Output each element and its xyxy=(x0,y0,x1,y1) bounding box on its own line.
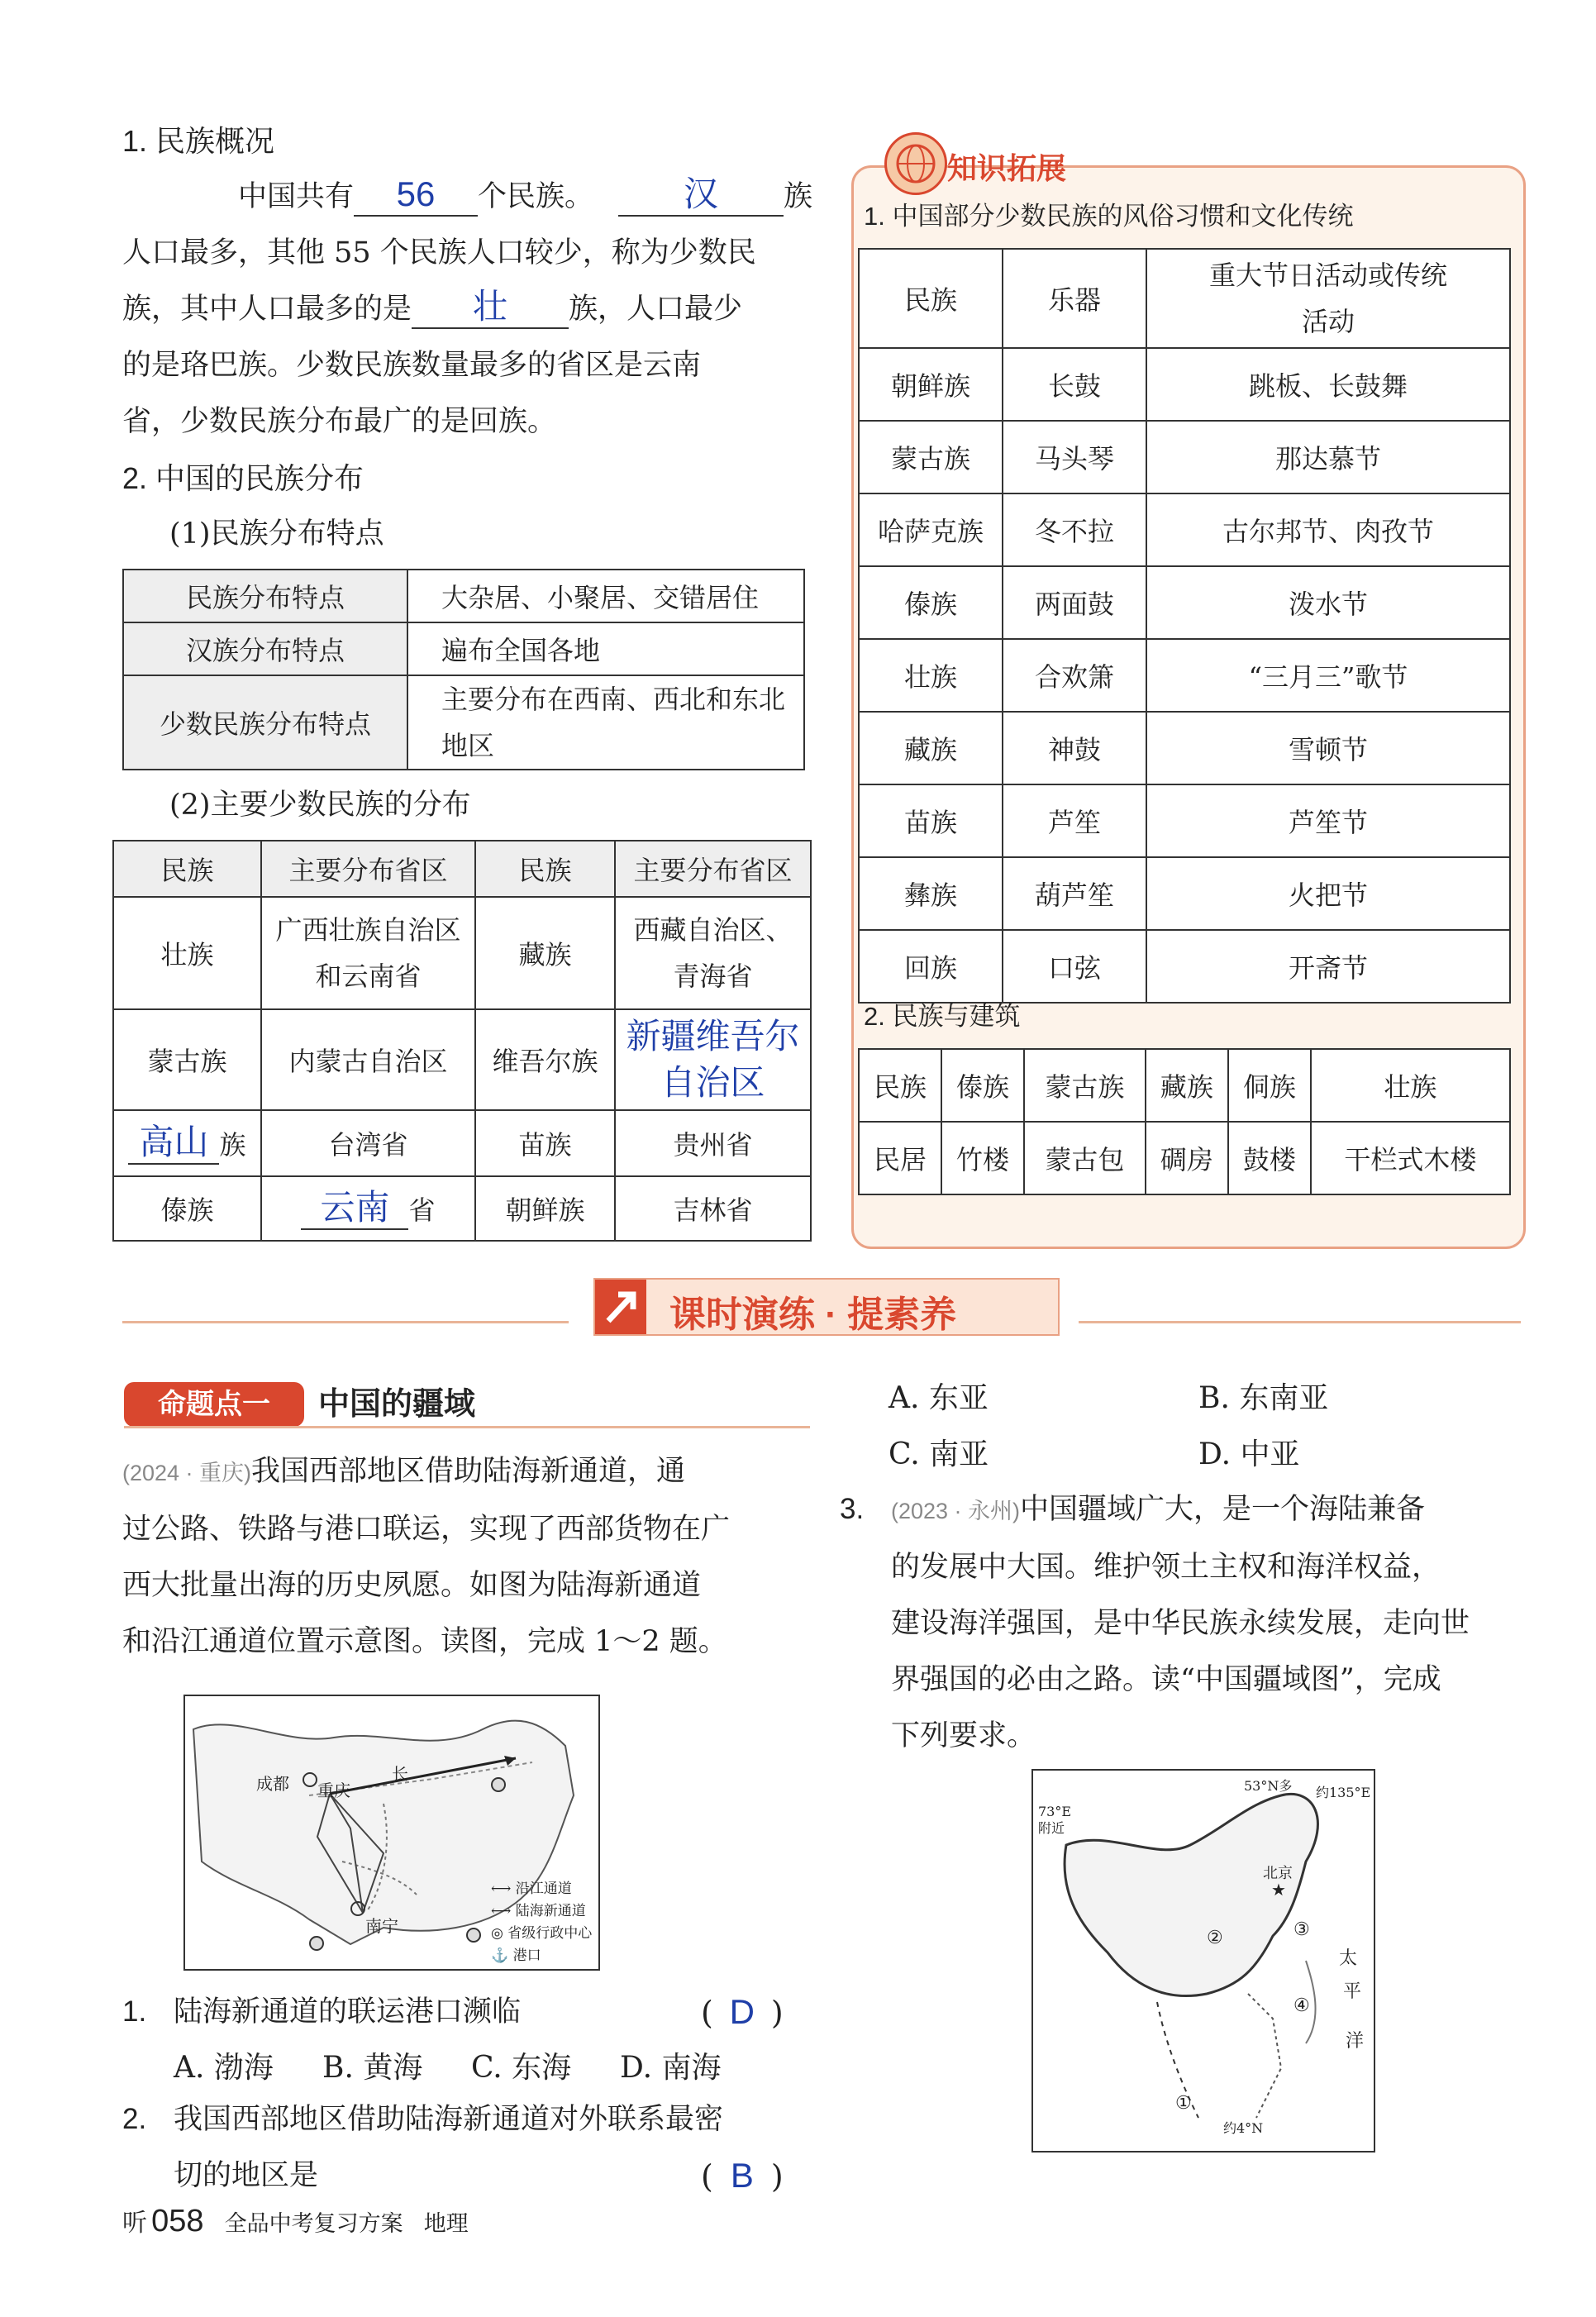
table-row xyxy=(859,1049,1510,1122)
footer xyxy=(122,2202,469,2239)
table-cell: 跳板、长鼓舞 xyxy=(1146,348,1510,421)
extension-subheading: 2. 民族与建筑 xyxy=(864,1002,1021,1031)
table-cell: 火把节 xyxy=(1146,857,1510,930)
table-cell: 贵州省 xyxy=(615,1110,811,1176)
legend-port-icon: ⚓ xyxy=(491,1948,509,1964)
table-cell: 主要分布在西南、西北和东北地区 xyxy=(407,675,804,770)
table-row xyxy=(859,930,1510,1003)
s1-text: 族 xyxy=(784,180,813,213)
capital-marker-icon xyxy=(303,1772,317,1787)
port-marker-icon xyxy=(466,1928,481,1943)
table-cell: 竹楼 xyxy=(941,1122,1024,1194)
land-sea-corridor-line xyxy=(317,1794,384,1913)
page-number: 058 xyxy=(151,2204,204,2238)
table-cell: 藏族 xyxy=(475,897,615,1009)
answer-blank: 56 xyxy=(354,174,478,217)
table-header-cell: 民居 xyxy=(859,1122,941,1194)
map-marker: ④ xyxy=(1293,1995,1310,2016)
table-cell: 古尔邦节、肉孜节 xyxy=(1146,493,1510,566)
question-text: 我国西部地区借助陆海新通道，通 xyxy=(251,1455,686,1488)
option-b: B. 东南亚 xyxy=(1198,1381,1329,1415)
question-text: 陆海新通道的联运港口濒临 xyxy=(174,1995,522,2029)
answer-value: B xyxy=(730,2156,754,2195)
question-1 xyxy=(122,1984,817,2096)
question-3 xyxy=(840,1481,1526,1764)
map-label-river: 长 xyxy=(392,1764,408,1784)
table-cell: 藏族 xyxy=(859,712,1003,784)
table-cell: 傣族 xyxy=(941,1049,1024,1122)
answer-blank: 高山 xyxy=(128,1122,219,1165)
map-label: 约135°E xyxy=(1316,1785,1371,1800)
table-row xyxy=(859,784,1510,857)
table-cell: 两面鼓 xyxy=(1003,566,1146,639)
map-legend xyxy=(491,1878,595,1967)
question-number: 1. xyxy=(122,1995,147,2028)
s1-paragraph xyxy=(122,169,813,450)
table-header-cell: 乐器 xyxy=(1003,249,1146,348)
question-text: 中国疆域广大，是一个海陆兼备 xyxy=(1020,1493,1426,1526)
question-text: 西大批量出海的历史夙愿。如图为陆海新通道 xyxy=(122,1569,702,1602)
topic-badge: 命题点一 xyxy=(124,1382,304,1427)
subject: 地理 xyxy=(423,2211,469,2236)
table-cell: 藏族 xyxy=(1146,1049,1228,1122)
question-number: 2. xyxy=(122,2103,147,2135)
legend-arrow-icon: ⟷ xyxy=(491,1881,512,1897)
answer-blank: 汉 xyxy=(618,174,784,217)
table-cell: 干栏式木楼 xyxy=(1311,1122,1510,1194)
table-header-cell: 少数民族分布特点 xyxy=(123,675,407,770)
table-cell: 口弦 xyxy=(1003,930,1146,1003)
divider xyxy=(122,1321,569,1323)
table-header-cell: 主要分布省区 xyxy=(261,841,475,897)
legend-capital-icon: ◎ xyxy=(491,1925,503,1942)
book-title: 全品中考复习方案 xyxy=(224,2211,403,2236)
table-cell: 长鼓 xyxy=(1003,348,1146,421)
map-label: 约4°N xyxy=(1223,2120,1264,2136)
section-heading-2: 2. 中国的民族分布 xyxy=(122,461,364,495)
legend-item: 陆海新通道 xyxy=(515,1903,586,1919)
table-row xyxy=(859,639,1510,712)
question-2-options xyxy=(889,1371,1517,1483)
answer-blank: 云南 xyxy=(301,1187,408,1230)
map-label-pacific: 太 xyxy=(1339,1948,1358,1969)
bracket-close: ) xyxy=(770,2158,784,2195)
answer-value: D xyxy=(729,1992,755,2031)
banner xyxy=(593,1278,1060,1336)
map-marker: ② xyxy=(1207,1928,1223,1948)
distribution-features-table xyxy=(122,569,805,770)
table-cell: 彝族 xyxy=(859,857,1003,930)
table-header-cell: 汉族分布特点 xyxy=(123,622,407,675)
question-source: (2023 · 永州) xyxy=(891,1499,1021,1523)
table-cell: 维吾尔族 xyxy=(475,1009,615,1110)
table-header-cell: 重大节日活动或传统活动 xyxy=(1146,249,1510,348)
table-cell: 广西壮族自治区和云南省 xyxy=(261,897,475,1009)
table-row xyxy=(859,348,1510,421)
question-text: 过公路、铁路与港口联运，实现了西部货物在广 xyxy=(122,1513,731,1546)
minority-distribution-table xyxy=(112,840,812,1242)
table-cell: 朝鲜族 xyxy=(475,1176,615,1241)
capital-star-icon: ★ xyxy=(1271,1880,1286,1900)
customs-table xyxy=(858,248,1511,1004)
table-cell: 蒙古族 xyxy=(1024,1049,1146,1122)
bracket-close: ) xyxy=(770,1995,784,2031)
legend-arrow-icon: ⟷ xyxy=(491,1903,512,1919)
table-cell: 葫芦笙 xyxy=(1003,857,1146,930)
table-cell: 内蒙古自治区 xyxy=(261,1009,475,1110)
option-b: B. 黄海 xyxy=(322,2051,423,2085)
table-cell: 哈萨克族 xyxy=(859,493,1003,566)
capital-marker-icon xyxy=(350,1901,365,1916)
legend-item: 港口 xyxy=(512,1948,541,1964)
question-text: 下列要求。 xyxy=(891,1719,1036,1752)
divider xyxy=(1079,1321,1521,1323)
table-cell: 傣族 xyxy=(859,566,1003,639)
map-marker: ① xyxy=(1175,2093,1192,2114)
s1-text: 的是珞巴族。少数民族数量最多的省区是云南 xyxy=(122,349,702,382)
table-cell: 壮族 xyxy=(1311,1049,1510,1122)
table-cell: “三月三”歌节 xyxy=(1146,639,1510,712)
table-cell: 朝鲜族 xyxy=(859,348,1003,421)
yangtze-corridor-line xyxy=(330,1758,516,1794)
corridor-map xyxy=(183,1695,600,1971)
table-cell: 省 xyxy=(408,1194,436,1226)
question-text: 的发展中大国。维护领土主权和海洋权益， xyxy=(891,1551,1441,1584)
table-cell: 侗族 xyxy=(1228,1049,1311,1122)
option-d: D. 南海 xyxy=(620,2051,722,2085)
table-cell: 泼水节 xyxy=(1146,566,1510,639)
table-cell: 芦笙 xyxy=(1003,784,1146,857)
question-text: 切的地区是 xyxy=(174,2159,319,2192)
table-cell: 壮族 xyxy=(859,639,1003,712)
bracket-open: ( xyxy=(701,2158,713,2195)
table-cell: 碉房 xyxy=(1146,1122,1228,1194)
option-d: D. 中亚 xyxy=(1198,1437,1300,1471)
question-text: 和沿江通道位置示意图。读图，完成 1～2 题。 xyxy=(122,1625,727,1658)
table-cell: 合欢箫 xyxy=(1003,639,1146,712)
globe-icon xyxy=(884,132,947,195)
table-row xyxy=(859,857,1510,930)
table-cell: 遍布全国各地 xyxy=(407,622,804,675)
s1-text: 人口最多，其他 55 个民族人口较少，称为少数民 xyxy=(122,236,756,269)
map-marker: ③ xyxy=(1293,1919,1310,1940)
table-cell: 傣族 xyxy=(113,1176,261,1241)
table-cell: 马头琴 xyxy=(1003,421,1146,493)
question-2 xyxy=(122,2091,817,2204)
architecture-table xyxy=(858,1048,1511,1195)
port-marker-icon xyxy=(491,1777,506,1792)
table-row xyxy=(859,566,1510,639)
table-row xyxy=(859,1122,1510,1194)
table-cell: 那达慕节 xyxy=(1146,421,1510,493)
answer-blank: 壮 xyxy=(412,286,569,329)
subheading: (1)民族分布特点 xyxy=(169,517,384,551)
table-cell: 芦笙节 xyxy=(1146,784,1510,857)
question-source: (2024 · 重庆) xyxy=(122,1461,252,1485)
china-territory-map xyxy=(1031,1769,1375,2153)
option-c: C. 南亚 xyxy=(889,1437,989,1471)
banner-title: 课时演练 · 提素养 xyxy=(669,1294,957,1335)
table-header-cell: 民族分布特点 xyxy=(123,570,407,622)
extension-subheading: 1. 中国部分少数民族的风俗习惯和文化传统 xyxy=(864,202,1354,231)
legend-item: 沿江通道 xyxy=(515,1881,572,1897)
s1-text: 族，其中人口最多的是 xyxy=(122,293,412,326)
map-label-beijing: 北京 xyxy=(1263,1865,1293,1882)
subheading: (2)主要少数民族的分布 xyxy=(169,789,471,822)
table-header-cell: 民族 xyxy=(859,1049,941,1122)
question-text: 界强国的必由之路。读“中国疆域图”，完成 xyxy=(891,1663,1441,1696)
table-header-cell: 民族 xyxy=(475,841,615,897)
extension-title: 知识拓展 xyxy=(947,151,1067,185)
map-label-pacific: 平 xyxy=(1343,1981,1362,2002)
table-cell: 吉林省 xyxy=(615,1176,811,1241)
legend-item: 省级行政中心 xyxy=(507,1925,593,1942)
arrow-icon xyxy=(595,1280,646,1334)
table-cell: 雪顿节 xyxy=(1146,712,1510,784)
table-cell: 蒙古族 xyxy=(113,1009,261,1110)
question-intro xyxy=(122,1443,817,1670)
table-cell: 开斋节 xyxy=(1146,930,1510,1003)
table-row xyxy=(859,712,1510,784)
s1-text: 省，少数民族分布最广的是回族。 xyxy=(122,405,557,438)
option-c: C. 东海 xyxy=(471,2051,572,2085)
s1-text: 中国共有 xyxy=(238,180,355,213)
answer-cell: 新疆维吾尔自治区 xyxy=(615,1009,811,1110)
table-cell: 苗族 xyxy=(475,1110,615,1176)
question-text: 建设海洋强国，是中华民族永续发展，走向世 xyxy=(891,1607,1470,1640)
table-cell: 冬不拉 xyxy=(1003,493,1146,566)
question-text: 我国西部地区借助陆海新通道对外联系最密 xyxy=(174,2103,724,2136)
table-header-cell: 民族 xyxy=(113,841,261,897)
map-label-chongqing: 重庆 xyxy=(317,1781,350,1800)
table-cell: 神鼓 xyxy=(1003,712,1146,784)
table-cell: 西藏自治区、青海省 xyxy=(615,897,811,1009)
bracket-open: ( xyxy=(701,1995,713,2031)
table-cell: 苗族 xyxy=(859,784,1003,857)
table-cell: 蒙古族 xyxy=(859,421,1003,493)
map-label-pacific: 洋 xyxy=(1346,2031,1365,2052)
s1-text: 个民族。 xyxy=(478,180,594,213)
topic-title: 中国的疆域 xyxy=(318,1387,476,1422)
section-heading-1: 1. 民族概况 xyxy=(122,124,275,158)
map-label-nanning: 南宁 xyxy=(365,1916,398,1936)
table-cell: 族 xyxy=(219,1129,246,1161)
option-a: A. 渤海 xyxy=(174,2051,274,2085)
port-marker-icon xyxy=(309,1936,324,1951)
table-row xyxy=(859,493,1510,566)
table-header-cell: 主要分布省区 xyxy=(615,841,811,897)
question-number: 3. xyxy=(840,1493,865,1525)
table-cell: 台湾省 xyxy=(261,1110,475,1176)
table-cell: 鼓楼 xyxy=(1228,1122,1311,1194)
table-header-cell: 民族 xyxy=(859,249,1003,348)
s1-text: 族，人口最少 xyxy=(569,293,743,326)
map-label-chengdu: 成都 xyxy=(256,1774,289,1794)
map-label: 73°E附近 xyxy=(1038,1804,1072,1836)
table-row xyxy=(859,421,1510,493)
footer-prefix: 听 xyxy=(122,2210,147,2237)
map-label: 53°N多 xyxy=(1244,1778,1293,1794)
table-cell: 壮族 xyxy=(113,897,261,1009)
table-cell: 回族 xyxy=(859,930,1003,1003)
table-cell: 大杂居、小聚居、交错居住 xyxy=(407,570,804,622)
table-cell: 蒙古包 xyxy=(1024,1122,1146,1194)
option-a: A. 东亚 xyxy=(889,1381,989,1415)
